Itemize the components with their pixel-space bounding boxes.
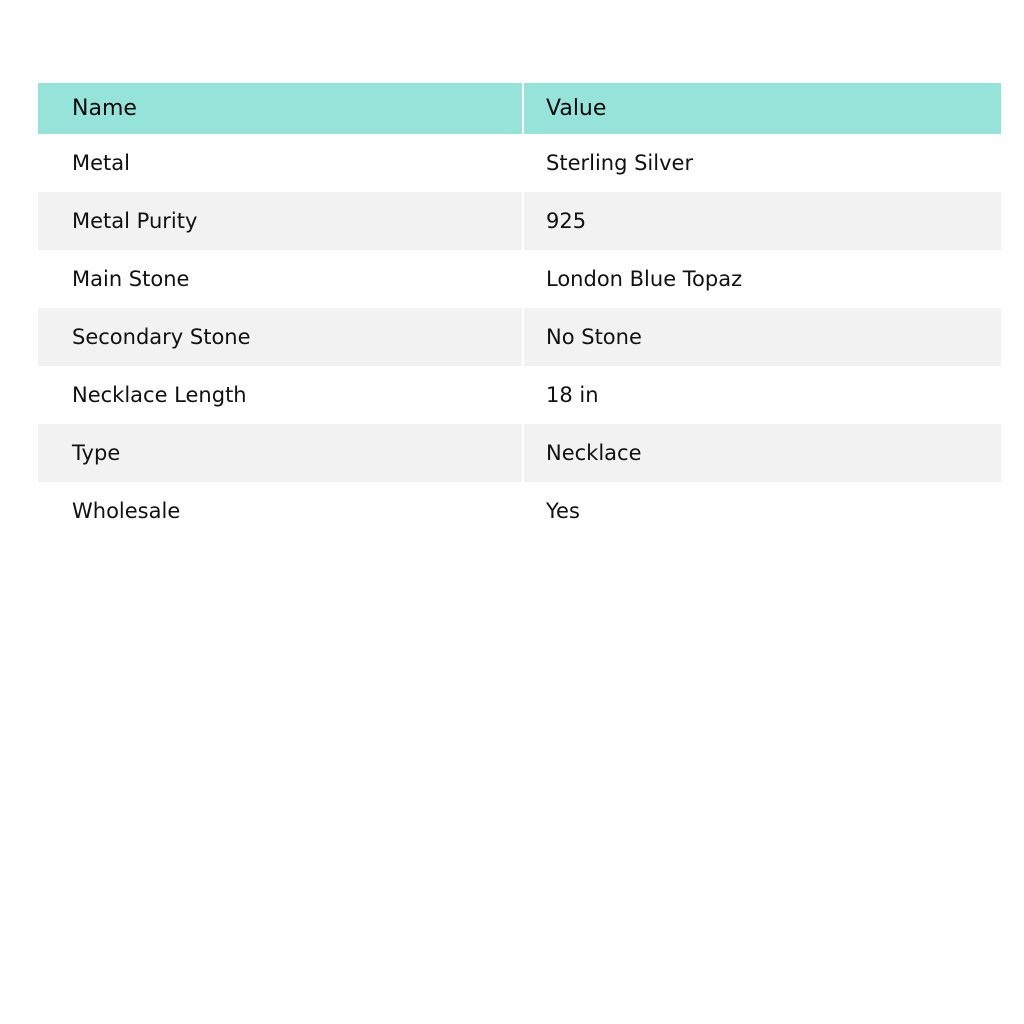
table-row <box>38 134 1001 192</box>
row-name-cell: Secondary Stone <box>38 308 523 366</box>
row-value-cell: No Stone <box>523 308 1001 366</box>
row-name-cell: Metal <box>38 134 523 192</box>
specifications-table <box>38 83 1001 540</box>
table-body <box>38 134 1001 540</box>
row-value-cell: 18 in <box>546 383 599 407</box>
table-row <box>38 250 1001 308</box>
row-name-cell: Type <box>38 424 523 482</box>
row-value-cell: 925 <box>523 192 1001 250</box>
table-row <box>38 192 1001 250</box>
row-value-cell: London Blue Topaz <box>546 267 743 291</box>
row-name-cell: Metal Purity <box>38 192 523 250</box>
header-row <box>38 83 1001 134</box>
table-row <box>38 482 1001 540</box>
table-row <box>38 366 1001 424</box>
row-name-cell: Necklace Length <box>38 366 523 424</box>
row-value-cell: Sterling Silver <box>546 151 694 175</box>
header-name: Name <box>38 83 523 134</box>
row-name-cell: Main Stone <box>38 250 523 308</box>
header-value: Value <box>523 83 1001 134</box>
table-header <box>38 83 1001 134</box>
table-row <box>38 424 1001 482</box>
row-value-cell: Yes <box>546 499 580 523</box>
row-value-cell: Necklace <box>523 424 1001 482</box>
table-row <box>38 308 1001 366</box>
row-name-cell: Wholesale <box>38 482 523 540</box>
